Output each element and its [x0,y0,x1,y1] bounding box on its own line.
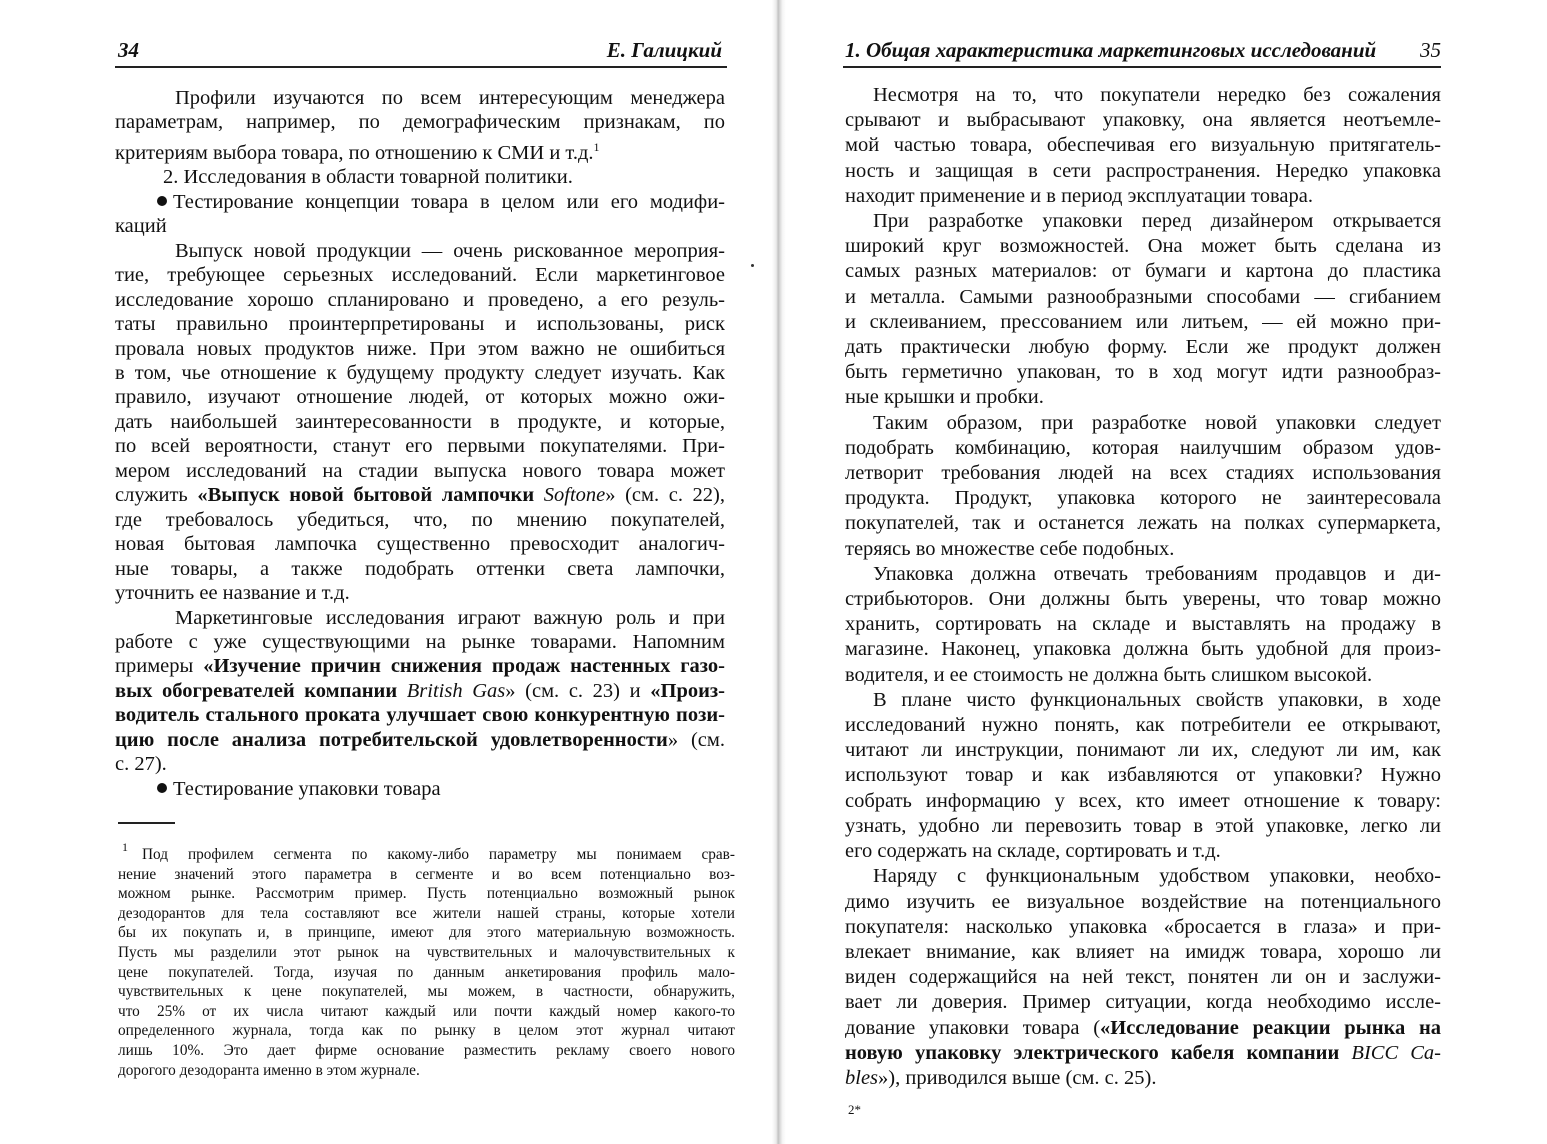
text-span: мой частью товара, обеспечивая его визуальную притягатель- [845,134,1441,157]
text-span: При разработке упаковки перед дизайнером открывается [873,210,1441,233]
text-line [845,537,1441,562]
text-span: критериям выбора товара, по отношению к СМИ и т.д. [115,141,594,164]
right-header-rule [843,66,1441,68]
text-line [115,410,725,434]
text-span: и металла. Самыми разнообразными способами — сгибанием [845,285,1441,308]
text-span: с. 27). [115,753,167,776]
text-span: Несмотря на то, что покупатели нередко без сожаления [873,84,1441,106]
text-line [115,679,725,703]
left-header-rule [115,66,727,68]
text-span: по всей вероятности, станут его первыми покупателями. При- [115,435,725,458]
footnote-line [118,1021,735,1041]
text-span: вых обогревателей компании [115,679,407,702]
text-line [115,606,725,630]
text-line [115,654,725,678]
text-line [115,703,725,727]
text-span: British Gas [406,679,506,702]
text-line [115,165,725,189]
text-line [845,587,1441,612]
text-line [845,511,1441,536]
right-page-body [845,83,1441,1091]
text-line [115,508,725,532]
footnote-line [118,1041,735,1061]
text-line [845,209,1441,234]
text-span: новую упаковку электрического кабеля компании [845,1041,1352,1064]
text-line [845,637,1441,662]
left-page-number: 34 [118,38,139,62]
text-line [845,990,1441,1015]
text-span: » (см. с. 23) и [505,679,651,702]
text-line [115,361,725,385]
text-span: и склеиванием, прессованием или литьем, — ей можно при- [845,310,1441,333]
text-line [115,385,725,409]
footnote-line [118,904,735,924]
text-span: димо изучить ее визуальное воздействие на потенциального [845,890,1441,913]
text-span: Тестирование концепции товара в целом или его модифи- [173,190,725,213]
text-line [845,965,1441,990]
text-span: чувствительных к цене покупателей, мы можем, в частности, обнаружить, [118,983,735,1001]
text-span: Пусть мы разделили этот рынок на чувствительных и малочувствительных к [118,943,735,961]
text-line [845,159,1441,184]
left-page-body [115,86,725,801]
text-line [115,288,725,312]
text-span: правило, изучают отношение людей, от которых можно ожи- [115,386,725,409]
text-line [115,459,725,483]
footnote-line [118,1002,735,1022]
text-span: используют товар и как избавляются от упаковки? Нужно [845,764,1441,787]
text-span: цене покупателей. Тогда, изучая по данным анкетирования профиль мало- [118,963,735,981]
text-line [115,777,725,801]
text-span: примеры [115,655,204,678]
text-line [845,310,1441,335]
text-line [845,184,1441,209]
text-span: собрать информацию у всех, кто имеет отношение к товару: [845,789,1441,812]
text-line [115,752,725,776]
text-line [845,285,1441,310]
text-span: что 25% от их числа читают каждый или почти каждый номер какого-то [118,1002,735,1020]
text-span: Упаковка должна отвечать требованиям продавцов и ди- [873,562,1441,585]
text-line [115,557,725,581]
text-line [845,486,1441,511]
text-line [115,135,725,165]
footnote-rule [118,822,175,824]
text-line [115,214,725,238]
text-span: влекает внимание, как влияет на имидж товара, хорошо ли [845,940,1441,963]
text-span: Под профилем сегмента по какому-либо параметру мы понимаем срав- [142,846,735,863]
text-line [115,483,725,507]
text-span: можном рынке. Рассмотрим пример. Пусть потенциально возможный рынок [118,885,735,903]
footnote-line [118,943,735,963]
text-line [115,190,725,214]
footnote-line [118,923,735,943]
text-line [115,532,725,556]
text-span: продукта. Продукт, упаковка которого не заинтересовала [845,487,1441,510]
text-span: служить [115,484,198,507]
text-line [845,663,1441,688]
text-span: В плане чисто функциональных свойств упаковки, в ходе [873,688,1441,711]
text-span: дование упаковки товара ( [845,1016,1101,1039]
text-span: провала новых продуктов ниже. При этом важно не ошибиться [115,337,725,360]
text-line [115,337,725,361]
text-span: Таким образом, при разработке новой упаковки следует [873,411,1441,434]
text-line [845,411,1441,436]
text-span: Softone [543,484,606,507]
text-line [845,738,1441,763]
text-span: широкий круг возможностей. Она может быть сделана из [845,235,1441,258]
text-line [115,239,725,263]
text-span: в том, чье отношение к будущему продукту следует изучать. Как [115,361,725,384]
text-span: 1 [593,139,600,154]
text-span: водитель стального проката улучшает свою конкурентную пози- [115,704,725,727]
text-span: бы их покупать и, в принципе, имеют для этого материальную возможность. [118,924,735,942]
text-line [845,1016,1441,1041]
text-span: где требовалось убедиться, что, по мнению покупателей, [115,508,725,531]
text-span: дорогого дезодоранта именно в этом журнале. [118,1061,420,1079]
text-span: быть герметично упакован, то в ход могут идти разнообраз- [845,361,1441,384]
text-span: исследование хорошо спланировано и проведено, а его резуль- [115,288,725,311]
right-running-head: 1. Общая характеристика маркетинговых исследований [845,38,1377,62]
text-span: таты правильно проинтерпретированы и использованы, риск [115,313,725,336]
text-span: работе с уже существующими на рынке товарами. Напомним [115,630,725,653]
text-span: читают ли инструкции, понимают ли их, следуют ли им, как [845,739,1441,762]
text-line [845,1041,1441,1066]
text-line [845,436,1441,461]
text-line [845,763,1441,788]
text-line [115,630,725,654]
text-span: нение значений этого параметра в сегменте и во всем потенциально воз- [118,865,735,883]
scan-speck [751,264,754,267]
text-line [115,581,725,605]
text-line [845,1066,1441,1091]
footnote-line [118,838,735,865]
text-span: подобрать комбинацию, которая наилучшим образом удов- [845,436,1441,459]
text-span: находит применение и в период эксплуатации товара. [845,184,1313,207]
text-line [115,263,725,287]
text-line [115,312,725,336]
text-span: Маркетинговые исследования играют важную роль и при [175,606,725,629]
text-line [845,461,1441,486]
text-line [845,562,1441,587]
text-line [845,688,1441,713]
text-span: » (см. с. 22), [605,484,725,507]
text-line [115,434,725,458]
text-span: ные товары, а также подобрать оттенки света лампочки, [115,557,725,580]
text-span: дезодорантов для тела составляют все жители нашей страны, которые хотели [118,904,735,922]
text-span: Наряду с функциональным удобством упаковки, необхо- [873,865,1441,888]
bullet-icon [157,196,167,206]
footnote-line [118,963,735,983]
text-span: самых разных материалов: от бумаги и картона до пластика [845,260,1441,283]
text-line [845,133,1441,158]
text-span: исследований нужно понять, как потребители ее открывают, [845,714,1441,737]
text-line [845,940,1441,965]
footnote [118,838,735,1080]
text-line [845,385,1441,410]
text-span: » (см. [667,728,725,751]
text-span: стрибьюторов. Они должны быть уверены, что товар можно [845,588,1441,611]
text-span: ные крышки и пробки. [845,386,1044,409]
text-span: теряясь во множестве себе подобных. [845,537,1175,560]
left-running-head: Е. Галицкий [606,38,722,62]
right-page-number: 35 [1420,38,1441,62]
text-span: BICC Ca- [1351,1041,1441,1064]
text-line [115,86,725,110]
text-span: покупателей, так и останется лежать на полках супермаркета, [845,512,1441,535]
text-line [845,814,1441,839]
text-span: виден содержащийся на ней текст, понятен ли он и заслужи- [845,966,1441,989]
text-span: дать практически любую форму. Если же продукт должен [845,336,1441,359]
text-span: его содержать на складе, сортировать и т.д. [845,840,1221,863]
text-line [845,864,1441,889]
text-line [845,360,1441,385]
text-span: водителя, и ее стоимость не должна быть слишком высокой. [845,663,1373,686]
text-span: дать наибольшей заинтересованности в продукте, и которые, [115,410,725,433]
text-span: узнать, удобно ли перевозить товар в этой упаковке, легко ли [845,814,1441,837]
text-span: параметрам, например, по демографическим признакам, по [115,111,725,134]
text-span: bles [845,1066,879,1089]
text-line [845,335,1441,360]
signature-mark: 2* [848,1102,861,1117]
text-span: определенного журнала, тогда как по рынку в целом этот журнал читают [118,1022,735,1040]
footnote-line [118,865,735,885]
text-line [845,713,1441,738]
text-span: Выпуск новой продукции — очень рискованное мероприя- [175,239,725,262]
text-span: новая бытовая лампочка существенно превосходит аналогич- [115,533,725,556]
text-span: «Изучение причин снижения продаж настенных газо- [203,655,725,678]
text-line [115,728,725,752]
text-span: Тестирование упаковки товара [173,777,441,800]
footnote-line [118,884,735,904]
text-line [845,612,1441,637]
text-span: вает ли доверия. Пример ситуации, когда необходимо иссле- [845,991,1441,1014]
text-span: цию после анализа потребительской удовлетворенности [115,728,668,751]
footnote-line [118,1061,735,1081]
text-span: тие, требующее серьезных исследований. Если маркетинговое [115,264,725,287]
text-span: летворит требования людей на всех стадиях использования [845,462,1441,485]
footnote-marker: 1 [122,840,128,854]
text-span: »), приводился выше (см. с. 25). [878,1066,1157,1089]
text-span: ность и защищая в сети распространения. Нередко упаковка [845,159,1441,182]
text-span: 2. Исследования в области товарной политики. [163,166,573,189]
footnote-line [118,982,735,1002]
text-line [845,259,1441,284]
text-span: «Выпуск новой бытовой лампочки [197,484,544,507]
text-span: «Произ- [650,679,725,702]
text-line [115,110,725,134]
text-span: мером исследований на стадии выпуска нового товара может [115,459,725,482]
book-spine-shadow [772,0,786,1144]
text-line [845,839,1441,864]
text-line [845,789,1441,814]
text-span: Профили изучаются по всем интересующим менеджера [175,87,725,109]
text-span: каций [115,215,167,238]
text-line [845,108,1441,133]
text-line [845,234,1441,259]
text-span: лишь 10%. Это дает фирме основание разместить рекламу своего нового [118,1041,735,1059]
text-line [845,915,1441,940]
text-span: хранить, сортировать на складе и выставлять на продажу в [845,613,1441,636]
text-span: срывают и выбрасывают упаковку, она является неотъемле- [845,109,1441,132]
text-span: уточнить ее название и т.д. [115,582,350,605]
text-span: магазине. Наконец, упаковка должна быть удобной для произ- [845,638,1441,661]
text-line [845,890,1441,915]
bullet-icon [157,783,167,793]
text-line [845,83,1441,108]
text-span: покупателя: насколько упаковка «бросается в глаза» и при- [845,915,1441,938]
text-span: «Исследование реакции рынка на [1100,1016,1442,1039]
